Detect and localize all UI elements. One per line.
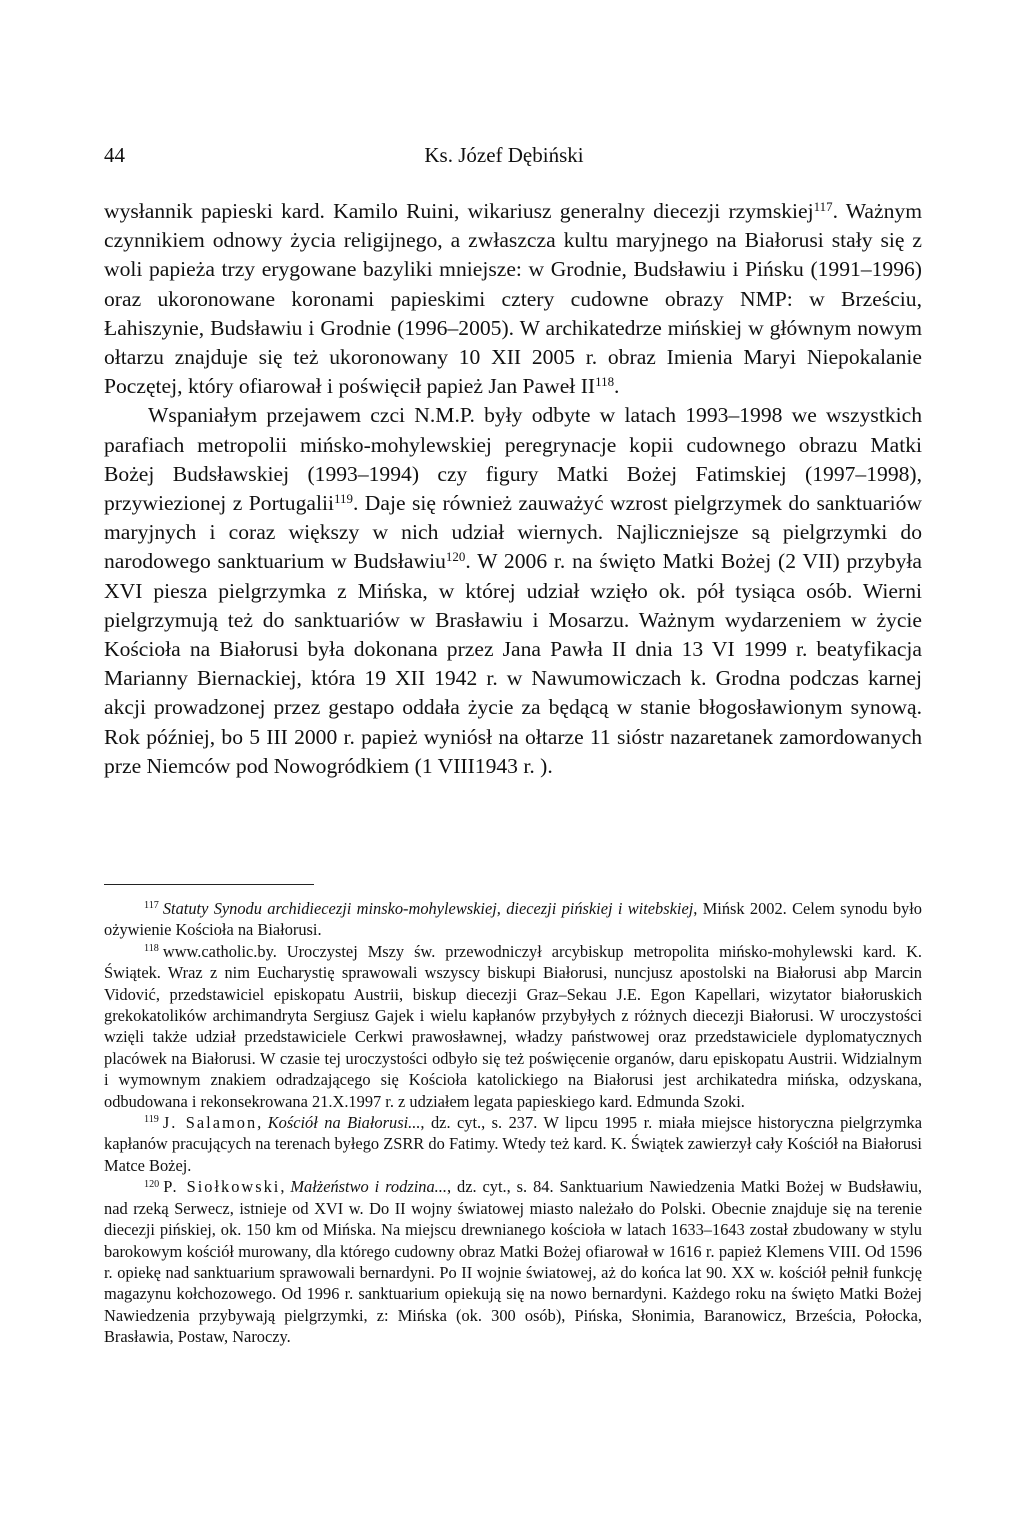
paragraph-text: wysłannik papieski kard. Kamilo Ruini, wikariusz generalny diecezji rzymskiej [104,199,814,223]
footnote-number: 120 [144,1178,160,1190]
footnote-title: Statuty Synodu archidiecezji minsko-mohylewskiej, diecezji pińskiej i witebskiej [162,899,694,918]
footnote-119 [104,1112,922,1176]
paragraph-text: . W 2006 r. na święto Matki Bożej (2 VII) przybyła XVI piesza pielgrzymka z Mińska, w której udział wzięło ok. pół tysiąca osób. Wierni pielgrzymują też do sanktuariów w Brasławiu i Mosarzu. Ważnym wydarzeniem w życie Kościoła na Białorusi była dokonana przez Jana Pawła II dnia 13 VI 1999 r. beatyfikacja Marianny Biernackiej, która 19 XII 1942 r. w Nawumowiczach k. Grodna podczas karnej akcji prowadzonej przez gestapo oddała życie za będącą w stanie błogosławionym synową. Rok później, bo 5 III 2000 r. papież wyniósł na ołtarze 11 sióstr nazaretanek zamordowanych prze Niemców pod Nowogródkiem (1 VIII1943 r. ). [104,549,922,778]
paragraph-text: . Daje się również zauważyć wzrost pielgrzymek do sanktuariów maryjnych i coraz większy w nich udział wiernych. Najliczniejsze są pielgrzymki do narodowego sanktuarium w Budsławiu [104,491,922,574]
footnote-author: P. Siołkowski [163,1177,281,1197]
footnote-text: , dz. cyt., s. 237. W lipcu 1995 r. miała miejsce historyczna pielgrzymka kapłanów pracujących na terenach byłego ZSRR do Fatimy. Wtedy też kard. K. Świątek zawierzył cały Kościół na Białorusi Matce Bożej. [104,1113,922,1175]
page-number: 44 [104,143,125,167]
footnote-separator-text: , [280,1177,291,1197]
footnote-text: , Mińsk 2002. Celem synodu było ożywienie Kościoła na Białorusi. [104,899,922,940]
footnote-number: 117 [144,900,159,912]
footnote-text: , dz. cyt., s. 84. Sanktuarium Nawiedzenia Matki Bożej w Budsławiu, nad rzeką Serwecz, istnieje od XVI w. Do II wojny światowej miasto należało do Polski. Obecnie znajduje się na terenie diecezji pińskiej, ok. 150 km od Mińska. Na miejscu drewnianego kościoła w latach 1633–1643 został zbudowany w stylu barokowym kościół murowany, dla którego cudowny obraz Matki Bożej ofiarował w 1616 r. papież Klemens VIII. Od 1596 r. opiekę nad sanktuarium sprawowali bernardyni. Po II wojnie światowej, aż do końca lat 90. XX w. kościół pełnił funkcję magazynu kołchozowego. Od 1996 r. sanktuarium opiekują się na nowo bernardyni. Każdego roku na święto Matki Bożej Nawiedzenia przybywają pielgrzymki, z: Mińska (ok. 300 osób), Pińska, Słonimia, Baranowicz, Brześcia, Połocka, Brasławia, Postaw, Naroczy. [104,1177,922,1347]
footnote-separator-text: , [257,1113,268,1133]
footnote-117 [104,898,922,941]
running-head: Ks. Józef Dębiński [424,143,584,167]
footnote-number: 118 [144,943,159,955]
footnote-text: www.catholic.by. Uroczystej Mszy św. przewodniczył arcybiskup metropolita mińsko-mohylewski kard. K. Świątek. Wraz z nim Eucharystię sprawowali wszyscy biskupi Białorusi, nuncjusz apostolski na Białorusi abp Marcin Vidović, przedstawiciel episkopatu Austrii, biskup diecezji Graz–Sekau J.E. Egon Kapellari, wizytator białoruskich grekokatolików archimandryta Sergiusz Gajek i wielu kapłanów przybyłych z różnych diecezji Białorusi. W uroczystości wzięli także udział przedstawiciele Cerkwi prawosławnej, władzy państwowej oraz przedstawiciele dyplomatycznych placówek na Białorusi. W czasie tej uroczystości odbyło się też poświęcenie organów, daru episkopatu Austrii. Widzialnym i wymownym znakiem odradzającego się Kościoła katolickiego na Białorusi jest archikatedra mińska, odzyskana, odbudowana i rekonsekrowana 21.X.1997 r. z udziałem legata papieskiego kard. Edmunda Szoki. [104,941,922,1111]
footnote-ref-118: 118 [595,374,615,390]
main-text [104,197,922,781]
paragraph-2 [104,401,922,781]
footnote-title: Kościół na Białorusi... [267,1113,421,1133]
paragraph-text: Wspaniałym przejawem czci N.M.P. były odbyte w latach 1993–1998 we wszystkich parafiach metropolii mińsko-mohylewskiej peregrynacje kopii cudownego obrazu Matki Bożej Budsławskiej (1993–1994) czy figury Matki Bożej Fatimskiej (1997–1998), przywiezionej z Portugalii [104,403,922,516]
footnote-author: J. Salamon [162,1113,258,1133]
footnote-ref-119: 119 [333,490,353,506]
footnote-120 [104,1176,922,1347]
footnotes [104,898,922,1348]
footnote-title: Małżeństwo i rodzina... [290,1177,447,1197]
footnote-ref-120: 120 [445,549,466,565]
footnote-118 [104,941,922,1112]
paragraph-1 [104,197,922,401]
footnote-number: 119 [144,1114,159,1126]
paragraph-text: . [614,374,620,399]
footnote-separator [104,884,314,885]
footnote-ref-117: 117 [813,198,833,214]
paragraph-text: . Ważnym czynnikiem odnowy życia religijnego, a zwłaszcza kultu maryjnego na Białorusi stały się z woli papieża trzy erygowane bazyliki mniejsze: w Grodnie, Budsławiu i Pińsku (1991–1996) oraz ukoronowane koronami papieskimi cztery cudowne obrazy NMP: w Brześciu, Łahiszynie, Budsławiu i Grodnie (1996–2005). W archikatedrze mińskiej w głównym nowym ołtarzu znajduje się też ukoronowany 10 XII 2005 r. obraz Imienia Maryi Niepokalanie Poczętej, który ofiarował i poświęcił papież Jan Paweł II [104,199,922,399]
